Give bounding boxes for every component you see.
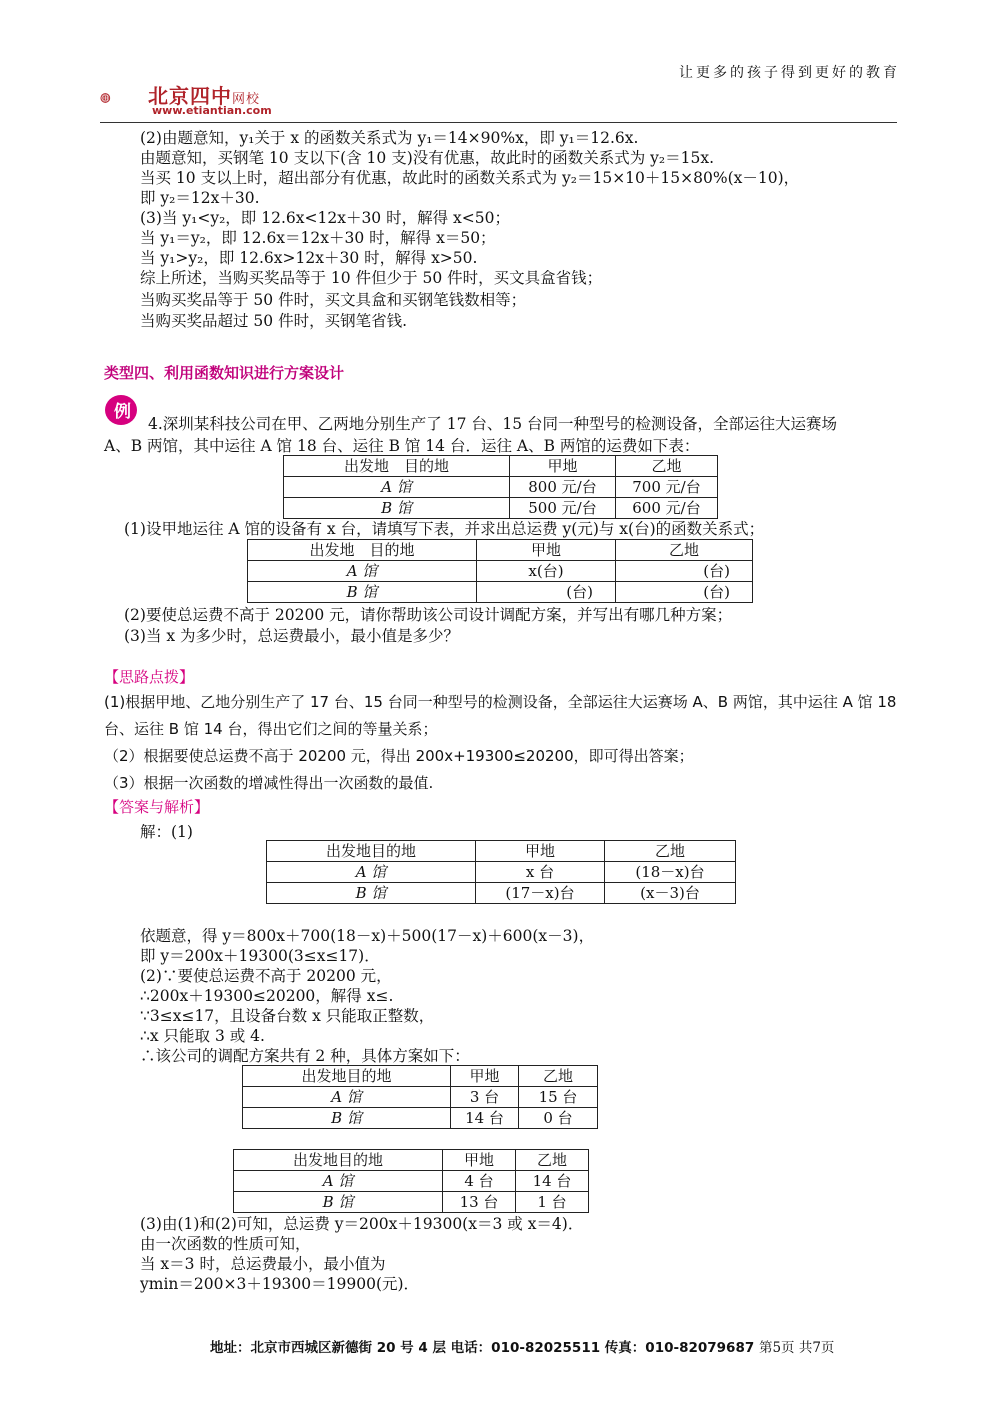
question-2: (2)要使总运费不高于 20200 元，请你帮助该公司设计调配方案，并写出有哪几种方案； (124, 606, 733, 624)
logo-url: www.etiantian.com (152, 104, 272, 117)
hint-p1: (1)根据甲地、乙地分别生产了 17 台、15 台同一种型号的检测设备，全部运往大运赛场 A、B 两馆，其中运往 A 馆 18 台、运往 B 馆 14 台，得出它们之间的等量关系； (104, 693, 897, 738)
text-line: 即 y＝200x＋19300(3≤x≤17)． (140, 947, 380, 965)
text-line: 当买 10 支以上时，超出部分有优惠，故此时的函数关系式为 y₂＝15×10＋15×80%(x－10)， (140, 169, 800, 187)
logo-sub: 网校 (232, 92, 261, 107)
table-cell: 600 元/台 (616, 498, 718, 519)
table-header: 甲地 (476, 841, 605, 862)
table-cell: 13 台 (443, 1192, 516, 1213)
table-cell: B 馆 (234, 1192, 443, 1213)
text-line: 综上所述，当购买奖品等于 10 件但少于 50 件时，买文具盒省钱； (140, 269, 603, 287)
text-line: ∵3≤x≤17，且设备台数 x 只能取正整数， (140, 1007, 435, 1025)
table-cell: 14 台 (451, 1108, 519, 1129)
table-cell: (x－3)台 (605, 883, 736, 904)
table-header: 乙地 (605, 841, 736, 862)
text-line: (3)当 y₁<y₂，即 12.6x<12x＋30 时，解得 x<50； (140, 209, 510, 227)
table-cell: 0 台 (519, 1108, 598, 1129)
hint-p3: （3）根据一次函数的增减性得出一次函数的最值. (104, 774, 434, 792)
footer-address: 地址：北京市西城区新德街 20 号 4 层 电话：010-82025511 传真：010-82079687 (210, 1340, 755, 1356)
text-line: 当 x＝3 时，总运费最小，最小值为 (140, 1255, 386, 1273)
section-title: 类型四、利用函数知识进行方案设计 (104, 364, 345, 382)
hint-p2: （2）根据要使总运费不高于 20200 元，得出 200x+19300≤20200，即可得出答案； (104, 747, 694, 765)
footer-page: 第5页 共7页 (758, 1340, 835, 1356)
text-line: 即 y₂＝12x＋30. (140, 189, 260, 207)
table-cell: A 馆 (284, 477, 510, 498)
table-cell: 4 台 (443, 1171, 516, 1192)
table-header: 甲地 (477, 540, 616, 561)
logo-name: 北京四中网校 (148, 84, 261, 108)
text-line: 当购买奖品等于 50 件时，买文具盒和买钢笔钱数相等； (140, 291, 527, 309)
answer-jie: 解：(1) (140, 823, 193, 841)
table-cell: B 馆 (284, 498, 510, 519)
table-header: 出发地目的地 (267, 841, 476, 862)
table-cell: A 馆 (234, 1171, 443, 1192)
text-line: 由一次函数的性质可知， (140, 1235, 311, 1253)
table-header: 甲地 (451, 1066, 519, 1087)
hint-tag: 【思路点拨】 (104, 668, 195, 686)
text-line: ∴该公司的调配方案共有 2 种，具体方案如下： (140, 1047, 470, 1065)
table-cell: 15 台 (519, 1087, 598, 1108)
text-line: ∴x 只能取 3 或 4. (140, 1027, 265, 1045)
table-cell: x 台 (476, 862, 605, 883)
table-cell: A 馆 (267, 862, 476, 883)
plan-table-1 (242, 1065, 598, 1129)
header-slogan: 让更多的孩子得到更好的教育 (679, 65, 900, 81)
text-line: ymin＝200×3＋19300＝19900(元)． (140, 1275, 420, 1293)
problem-intro-2: A、B 两馆，其中运往 A 馆 18 台、运往 B 馆 14 台．运往 A、B 两馆的运费如下表： (104, 437, 700, 455)
table-cell: 14 台 (516, 1171, 589, 1192)
footer (210, 1336, 834, 1356)
text-line: (3)由(1)和(2)可知，总运费 y＝200x＋19300(x＝3 或 x＝4)． (140, 1215, 584, 1233)
text-line: (2)∵要使总运费不高于 20200 元， (140, 967, 392, 985)
text-line: 由题意知，买钢笔 10 支以下(含 10 支)没有优惠，故此时的函数关系式为 y₂＝15x. (140, 149, 715, 167)
table-cell: B 馆 (243, 1108, 451, 1129)
question-3: (3)当 x 为多少时，总运费最小，最小值是多少？ (124, 627, 460, 645)
table-cell: (台) (616, 561, 753, 582)
answer-table-1 (266, 840, 736, 904)
badge-text: 例 (114, 402, 131, 422)
table-header: 出发地 目的地 (284, 456, 510, 477)
table-cell: (台) (477, 582, 616, 603)
table-header: 乙地 (616, 456, 718, 477)
table-cell: (台) (616, 582, 753, 603)
text-line: 依题意，得 y＝800x＋700(18－x)＋500(17－x)＋600(x－3)， (140, 927, 595, 945)
table-header: 甲地 (443, 1150, 516, 1171)
table-header: 出发地目的地 (234, 1150, 443, 1171)
table-header: 乙地 (616, 540, 753, 561)
table-header: 出发地 目的地 (248, 540, 477, 561)
text-line: 当购买奖品超过 50 件时，买钢笔省钱. (140, 312, 408, 330)
table-cell: 1 台 (516, 1192, 589, 1213)
table-cell: A 馆 (243, 1087, 451, 1108)
table-cell: 800 元/台 (510, 477, 616, 498)
fill-in-table (247, 539, 753, 603)
table-cell: 3 台 (451, 1087, 519, 1108)
table-header: 乙地 (516, 1150, 589, 1171)
text-line: 当 y₁>y₂，即 12.6x>12x＋30 时，解得 x>50. (140, 249, 478, 267)
table-cell: B 馆 (248, 582, 477, 603)
table-cell: x(台) (477, 561, 616, 582)
text-line: 当 y₁＝y₂，即 12.6x＝12x＋30 时，解得 x＝50； (140, 229, 496, 247)
freight-table (283, 455, 718, 519)
text-line: ∴200x＋19300≤20200，解得 x≤. (140, 987, 394, 1005)
plan-table-2 (233, 1149, 589, 1213)
table-cell: (18－x)台 (605, 862, 736, 883)
school-logo-icon (100, 76, 146, 120)
table-cell: 700 元/台 (616, 477, 718, 498)
table-header: 乙地 (519, 1066, 598, 1087)
table-cell: B 馆 (267, 883, 476, 904)
table-header: 甲地 (510, 456, 616, 477)
table-cell: A 馆 (248, 561, 477, 582)
table-cell: (17－x)台 (476, 883, 605, 904)
text-line: (2)由题意知，y₁关于 x 的函数关系式为 y₁＝14×90%x，即 y₁＝12.6x. (140, 129, 639, 147)
example-badge-icon (104, 392, 138, 426)
problem-intro-1: 4.深圳某科技公司在甲、乙两地分别生产了 17 台、15 台同一种型号的检测设备，全部运往大运赛场 (148, 415, 838, 433)
answer-tag: 【答案与解析】 (104, 798, 210, 816)
header-divider (100, 122, 897, 123)
question-1: (1)设甲地运往 A 馆的设备有 x 台，请填写下表，并求出总运费 y(元)与 x(台)的函数关系式； (124, 520, 765, 538)
table-cell: 500 元/台 (510, 498, 616, 519)
table-header: 出发地目的地 (243, 1066, 451, 1087)
